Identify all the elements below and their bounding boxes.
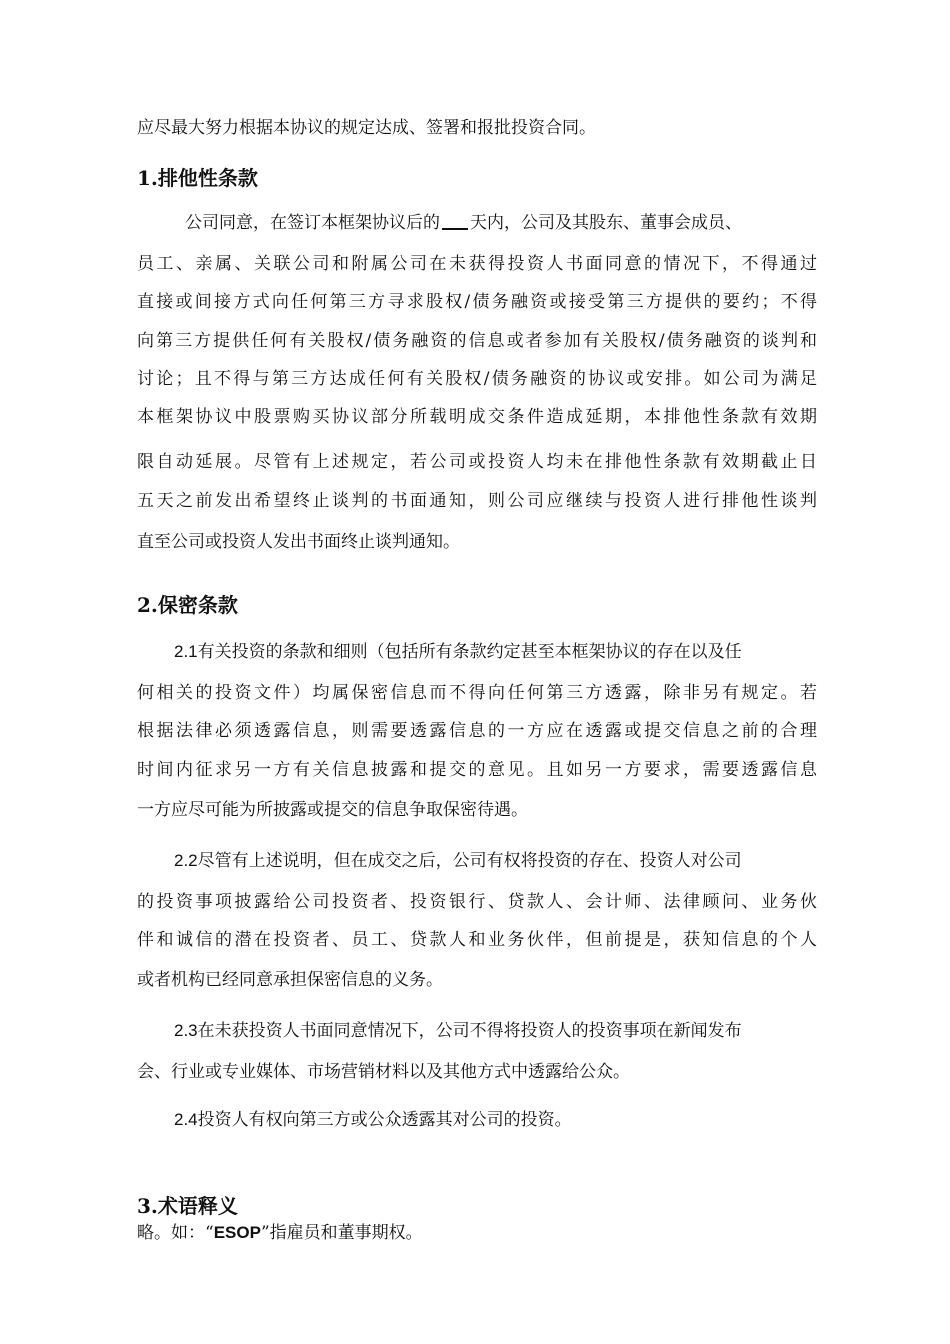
- section-1-text-a: 公司同意，在签订本框架协议后的: [185, 213, 440, 233]
- clause-2-4-line: [174, 1108, 817, 1132]
- section-3-text: [137, 1221, 817, 1245]
- clause-2-3-last-line: 会、行业或专业媒体、市场营销材料以及其他方式中透露给公众。: [137, 1062, 630, 1082]
- section-1-line: 讨论；且不得与第三方达成任何有关股权/债务融资的协议或安排。如公司为满足: [137, 369, 817, 389]
- section-1-first-line: [185, 211, 817, 235]
- clause-2-2-first-line: [174, 849, 817, 873]
- days-blank: [442, 212, 468, 230]
- esop-term: ESOP: [213, 1223, 261, 1242]
- clause-2-4-text: 投资人有权向第三方或公众透露其对公司的投资。: [197, 1110, 572, 1130]
- clause-2-4-number: 2.4: [174, 1110, 198, 1129]
- section-3-prefix: 略。如：: [137, 1223, 205, 1243]
- clause-2-1-line: 时间内征求另一方有关信息披露和提交的意见。且如另一方要求，需要透露信息: [137, 760, 817, 780]
- section-1-line: 限自动延展。尽管有上述规定，若公司或投资人均未在排他性条款有效期截止日: [137, 452, 817, 472]
- clause-2-1-last-line: 一方应尽可能为所披露或提交的信息争取保密待遇。: [137, 800, 528, 820]
- section-1-line: 员工、亲属、关联公司和附属公司在未获得投资人书面同意的情况下，不得通过: [137, 254, 817, 274]
- clause-2-2-number: 2.2: [174, 851, 198, 870]
- clause-2-3-number: 2.3: [174, 1021, 198, 1040]
- clause-2-1-text: 有关投资的条款和细则（包括所有条款约定甚至本框架协议的存在以及任: [197, 642, 742, 662]
- clause-2-1-line: 何相关的投资文件）均属保密信息而不得向任何第三方透露，除非另有规定。若: [137, 683, 817, 703]
- clause-2-2-text: 尽管有上述说明，但在成交之后，公司有权将投资的存在、投资人对公司: [197, 851, 742, 871]
- section-1-line: 向第三方提供任何有关股权/债务融资的信息或者参加有关股权/债务融资的谈判和: [137, 331, 817, 351]
- section-1-heading: 1.排他性条款: [137, 166, 258, 190]
- section-3-heading: 3.术语释义: [137, 1194, 238, 1218]
- clause-2-2-last-line: 或者机构已经同意承担保密信息的义务。: [137, 970, 443, 990]
- close-quote: ”: [260, 1223, 270, 1243]
- section-1-text-b: 天内，公司及其股东、董事会成员、: [470, 213, 742, 233]
- section-1-line: 五天之前发出希望终止谈判的书面通知，则公司应继续与投资人进行排他性谈判: [137, 491, 817, 511]
- clause-2-1-number: 2.1: [174, 642, 198, 661]
- section-1-line: 本框架协议中股票购买协议部分所载明成交条件造成延期，本排他性条款有效期: [137, 407, 817, 427]
- section-2-heading: 2.保密条款: [137, 593, 238, 617]
- clause-2-3-text: 在未获投资人书面同意情况下，公司不得将投资人的投资事项在新闻发布: [197, 1021, 742, 1041]
- clause-2-1-first-line: [174, 640, 817, 664]
- section-1-line: 直接或间接方式向任何第三方寻求股权/债务融资或接受第三方提供的要约；不得: [137, 292, 817, 312]
- section-3-definition: 指雇员和董事期权。: [269, 1223, 423, 1243]
- clause-2-3-first-line: [174, 1019, 817, 1043]
- intro-text: 应尽最大努力根据本协议的规定达成、签署和报批投资合同。: [137, 118, 596, 138]
- clause-2-1-line: 根据法律必须透露信息，则需要透露信息的一方应在透露或提交信息之前的合理: [137, 721, 817, 741]
- open-quote: “: [205, 1223, 214, 1243]
- clause-2-2-line: 的投资事项披露给公司投资者、投资银行、贷款人、会计师、法律顾问、业务伙: [137, 892, 817, 912]
- clause-2-2-line: 伴和诚信的潜在投资者、员工、贷款人和业务伙伴，但前提是，获知信息的个人: [137, 930, 817, 950]
- section-1-last-line: 直至公司或投资人发出书面终止谈判通知。: [137, 532, 460, 552]
